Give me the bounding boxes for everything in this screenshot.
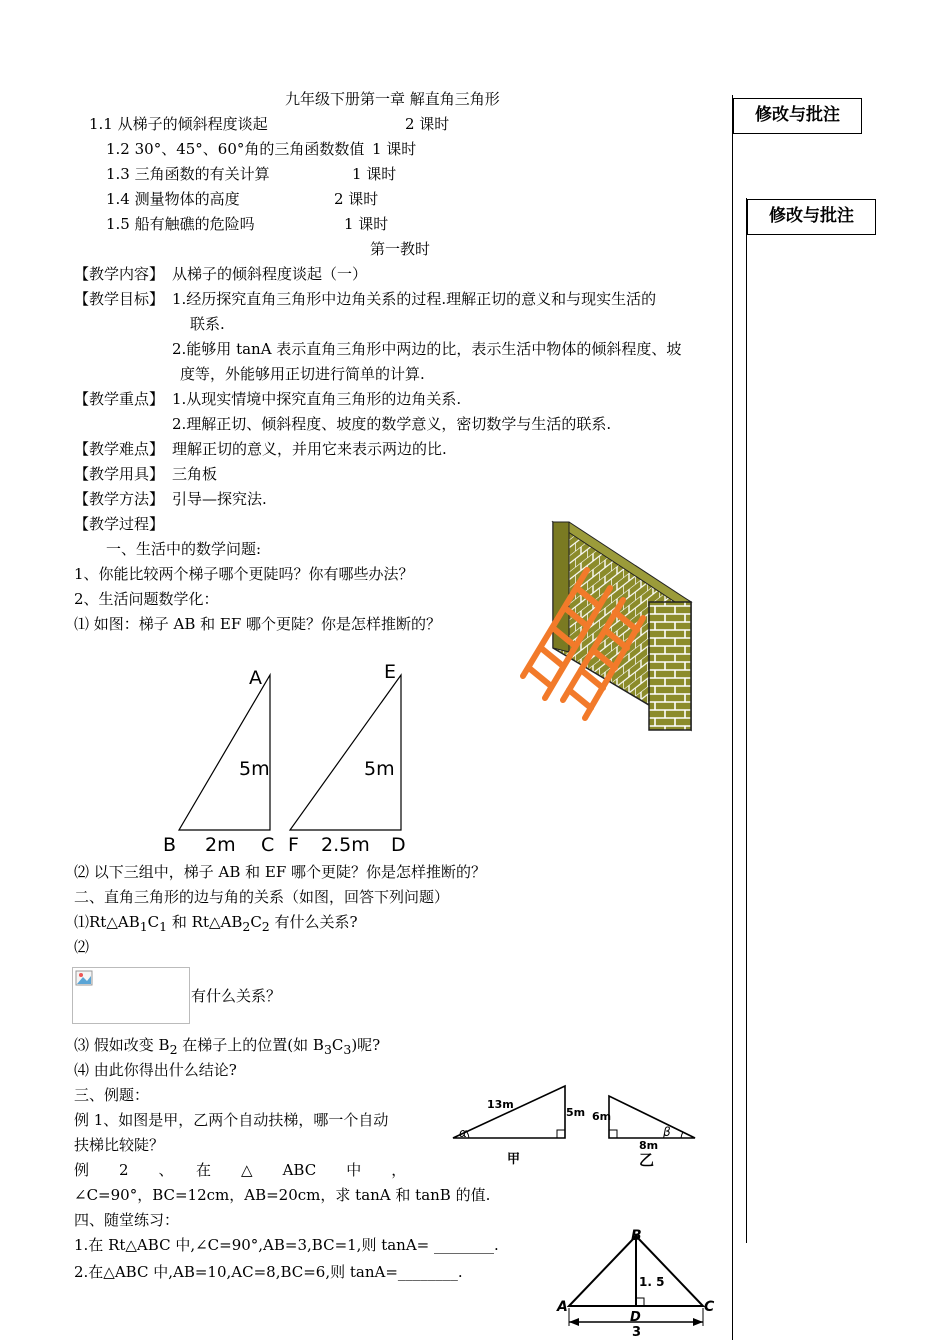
toc-item-4-hours: 2 课时 bbox=[334, 190, 379, 208]
relation-q2-text: 有什么关系？ bbox=[191, 987, 282, 1005]
practice-1-blank[interactable]: ________ bbox=[434, 1236, 495, 1254]
label-c: C bbox=[261, 834, 275, 856]
toc-item-3-hours: 1 课时 bbox=[352, 165, 397, 183]
practice-2: 2.在△ABC 中,AB=10,AC=8,BC=6,则 tanA=________. bbox=[74, 1263, 463, 1281]
triangle-abc bbox=[179, 675, 270, 830]
toc-item-1-hours: 2 课时 bbox=[405, 115, 450, 133]
triangle-abc-height-diagram bbox=[555, 1226, 730, 1344]
sidebar-border-inner bbox=[746, 198, 747, 1243]
goal-2b: 度等，外能够用正切进行简单的计算. bbox=[180, 365, 425, 383]
label-c-right: C bbox=[704, 1299, 715, 1315]
difficulty-text: 理解正切的意义，并用它来表示两边的比. bbox=[172, 440, 447, 458]
triangle-yi bbox=[609, 1096, 695, 1138]
triangle-efd bbox=[290, 675, 401, 830]
toc-item-5-hours: 1 课时 bbox=[344, 215, 389, 233]
lesson-label: 第一教时 bbox=[370, 240, 431, 258]
ladder-triangles-diagram bbox=[155, 655, 425, 860]
jia-name-label: 甲 bbox=[507, 1152, 521, 1167]
question-2: 2、生活问题数学化： bbox=[74, 590, 219, 608]
annotation-box-2: 修改与批注 bbox=[747, 199, 876, 235]
question-2-2: ⑵ 以下三组中，梯子 AB 和 EF 哪个更陡？你是怎样推断的？ bbox=[74, 863, 487, 881]
section-1-heading: 一、生活中的数学问题: bbox=[106, 540, 262, 558]
section-2-heading: 二、直角三角形的边与角的关系（如图，回答下列问题） bbox=[74, 888, 450, 906]
label-e: E bbox=[384, 661, 397, 683]
toc-item-4-label: 1.4 测量物体的高度 bbox=[106, 190, 240, 208]
label-left-hyp: 5m bbox=[239, 758, 270, 780]
example-1-line1: 例 1、如图是甲，乙两个自动扶梯，哪一个自动 bbox=[74, 1111, 389, 1129]
jia-height-label: 5m bbox=[566, 1106, 586, 1119]
key-2: 2.理解正切、倾斜程度、坡度的数学意义，密切数学与生活的联系. bbox=[172, 415, 612, 433]
relation-q2-number: ⑵ bbox=[74, 938, 90, 956]
method-label: 【教学方法】 bbox=[74, 490, 165, 508]
toc-item-5-label: 1.5 船有触礁的危险吗 bbox=[106, 215, 255, 233]
example-1-line2: 扶梯比较陡？ bbox=[74, 1136, 165, 1154]
annotation-box-1: 修改与批注 bbox=[733, 98, 862, 134]
broken-image-icon bbox=[75, 970, 95, 988]
process-label: 【教学过程】 bbox=[74, 515, 165, 533]
yi-name-label: 乙 bbox=[639, 1151, 655, 1169]
key-1: 1.从现实情境中探究直角三角形的边角关系. bbox=[172, 390, 462, 408]
method-text: 引导—探究法. bbox=[172, 490, 267, 508]
relation-q1: $⑴Rt\triangle AB_1C_1$ 和 $Rt\triangle AB_2C_2$ 有什么关系? bbox=[74, 913, 358, 934]
content-text: 从梯子的倾斜程度谈起（一） bbox=[172, 265, 368, 283]
toc-item-2-hours: 1 课时 bbox=[372, 140, 417, 158]
yi-beta-label: β bbox=[663, 1125, 671, 1139]
content-label: 【教学内容】 bbox=[74, 265, 165, 283]
label-a-left: A bbox=[557, 1299, 568, 1315]
section-3-heading: 三、例题： bbox=[74, 1086, 150, 1104]
example-2-line1: 例 2 、 在 △ ABC 中 ， bbox=[74, 1161, 407, 1179]
label-b-top: B bbox=[631, 1228, 642, 1244]
example-2-line2: ∠C=90°，BC=12cm，AB=20cm，求 tanA 和 tanB 的值. bbox=[74, 1186, 491, 1204]
label-f: F bbox=[288, 834, 299, 856]
relation-q4: ⑷ 由此你得出什么结论? bbox=[74, 1061, 237, 1079]
toc-item-1-label: 1.1 从梯子的倾斜程度谈起 bbox=[89, 115, 268, 133]
difficulty-label: 【教学难点】 bbox=[74, 440, 165, 458]
toc-item-3-label: 1.3 三角函数的有关计算 bbox=[106, 165, 270, 183]
label-d-foot: D bbox=[630, 1310, 641, 1325]
goal-1b: 联系. bbox=[190, 315, 225, 333]
label-base: 3 bbox=[632, 1325, 642, 1340]
label-left-base: 2m bbox=[205, 834, 236, 856]
question-1: 1、你能比较两个梯子哪个更陡吗？你有哪些办法？ bbox=[74, 565, 414, 583]
triangle-jia bbox=[453, 1086, 565, 1138]
jia-hyp-label: 13m bbox=[487, 1098, 514, 1111]
label-b: B bbox=[163, 834, 177, 856]
label-right-base: 2.5m bbox=[321, 834, 370, 856]
sidebar-border-left bbox=[732, 95, 733, 1340]
label-height: 1. 5 bbox=[639, 1275, 665, 1289]
goal-2a: 2.能够用 tanA 表示直角三角形中两边的比，表示生活中物体的倾斜程度、坡 bbox=[172, 340, 682, 358]
escalator-diagram bbox=[445, 1083, 700, 1173]
goal-1a: 1.经历探究直角三角形中边角关系的过程.理解正切的意义和与现实生活的 bbox=[172, 290, 657, 308]
practice-2-blank[interactable]: ________ bbox=[397, 1263, 458, 1281]
brick-wall-ladder-image bbox=[515, 518, 695, 733]
label-a: A bbox=[249, 667, 262, 689]
tools-text: 三角板 bbox=[172, 465, 218, 483]
label-right-hyp: 5m bbox=[364, 758, 395, 780]
yi-height-label: 6m bbox=[592, 1110, 612, 1123]
goal-label: 【教学目标】 bbox=[74, 290, 165, 308]
toc-item-2-label: 1.2 30°、45°、60°角的三角函数数值 bbox=[106, 140, 365, 158]
jia-alpha-label: α bbox=[459, 1126, 467, 1140]
label-d: D bbox=[391, 834, 406, 856]
relation-q3: ⑶ 假如改变 $B_2$ 在梯子上的位置(如 $B_3C_3$)呢? bbox=[74, 1036, 381, 1057]
section-4-heading: 四、随堂练习： bbox=[74, 1211, 180, 1229]
yi-base-label: 8m bbox=[639, 1139, 659, 1152]
practice-1: 1.在 Rt△ABC 中,∠C=90°,AB=3,BC=1,则 tanA= ________. bbox=[74, 1236, 499, 1254]
question-2-1: ⑴ 如图：梯子 AB 和 EF 哪个更陡？你是怎样推断的？ bbox=[74, 615, 442, 633]
key-label: 【教学重点】 bbox=[74, 390, 165, 408]
tools-label: 【教学用具】 bbox=[74, 465, 165, 483]
missing-image-placeholder bbox=[72, 967, 190, 1024]
page-title: 九年级下册第一章 解直角三角形 bbox=[285, 90, 500, 108]
